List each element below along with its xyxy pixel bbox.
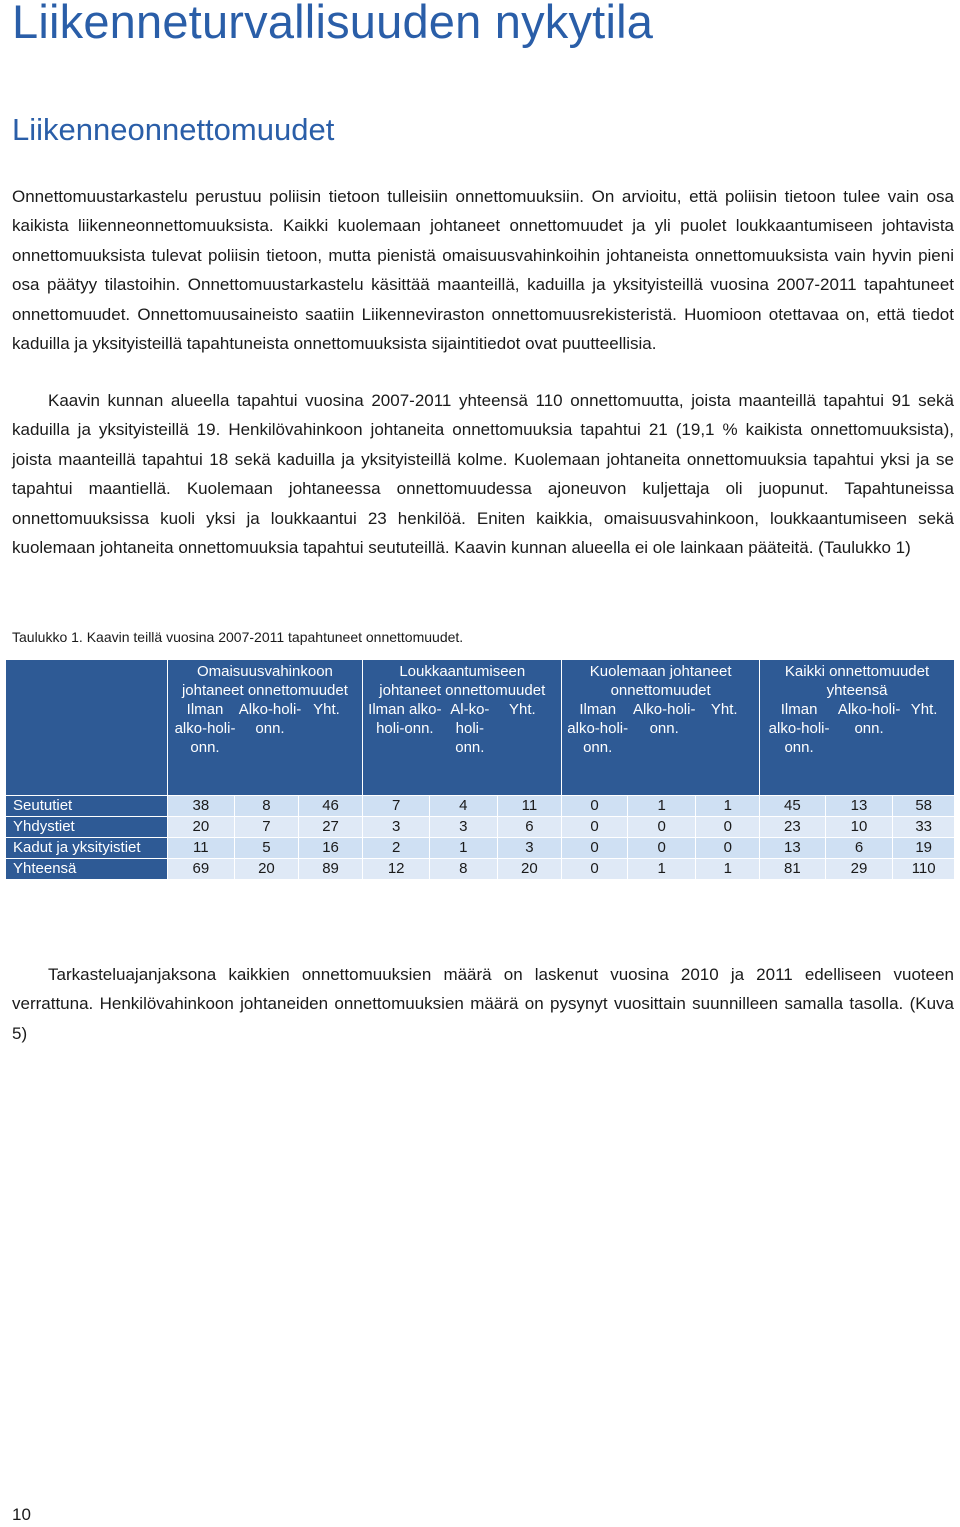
table-cell: 0	[562, 838, 628, 859]
column-header: Yht.	[509, 701, 536, 718]
table-cell: 0	[627, 817, 696, 838]
table-cell: 1	[627, 859, 696, 880]
table-cell: 81	[760, 859, 826, 880]
column-header: Yht.	[910, 701, 938, 718]
table-row	[6, 796, 955, 817]
table-cell: 10	[825, 817, 893, 838]
table-cell: 0	[627, 838, 696, 859]
group-header	[760, 660, 955, 796]
table-row	[6, 838, 955, 859]
table-cell: 2	[363, 838, 430, 859]
table-cell: 13	[760, 838, 826, 859]
column-header: Alko-holi-onn.	[632, 701, 696, 737]
group-title: Omaisuusvahinkoon johtaneet onnettomuudet	[181, 663, 348, 699]
table-cell: 1	[627, 796, 696, 817]
table-cell: 3	[363, 817, 430, 838]
intro-paragraph: Onnettomuustarkastelu perustuu poliisin tietoon tulleisiin onnettomuuksiin. On arvioitu, että poliisin tietoon tulee vain osa kaikista liikenneonnettomuuksista. Kaikki kuolemaan johtaneet onnettomuudet ja yli puolet loukkaantumiseen johtavista onnettomuuksista tulevat poliisin tietoon, mutta pienistä omaisuusvahinkoihin johtaneista onnettomuuksista vain hyvin pieni osa päätyy tilastoihin. Onnettomuustarkastelu käsittää maanteillä, kaduilla ja yksityisteillä vuosina 2007-2011 tapahtuneet onnettomuudet. Onnettomuusaineisto saatiin Liikenneviraston onnettomuusrekisteristä. Huomioon otettavaa on, että tiedot kaduilla ja yksityisteillä tapahtuneista onnettomuuksista sijaintitiedot ovat puutteellisia.	[12, 187, 954, 354]
column-header: Al-ko-holi-onn.	[450, 701, 490, 756]
table-cell: 23	[760, 817, 826, 838]
table-cell: 3	[497, 838, 562, 859]
table-cell: 58	[893, 796, 955, 817]
table-cell: 20	[167, 817, 235, 838]
group-header	[562, 660, 760, 796]
table-cell: 38	[167, 796, 235, 817]
row-label: Yhdystiet	[6, 817, 168, 838]
row-label: Yhteensä	[6, 859, 168, 880]
table-cell: 0	[696, 838, 760, 859]
summary-paragraph: Kaavin kunnan alueella tapahtui vuosina 2007-2011 yhteensä 110 onnettomuutta, joista maanteillä tapahtui 91 sekä kaduilla ja yksityisteillä 19. Henkilövahinkoon johtaneita onnettomuuksia tapahtui 21 (19,1 % kaikista onnettomuuksista), joista maanteillä tapahtui 18 sekä kaduilla ja yksityisteillä kolme. Kuolemaan johtaneita onnettomuuksia tapahtui yksi ja se tapahtui maantiellä. Kuolemaan johtaneessa onnettomuudessa ajoneuvon kuljettaja oli juopunut. Tapahtuneissa onnettomuuksissa kuoli yksi ja loukkaantui 23 henkilöä. Eniten kaikkia, omaisuusvahinkoon, loukkaantumiseen sekä kuolemaan johtaneita onnettomuuksia tapahtui seututeillä. Kaavin kunnan alueella ei ole lainkaan pääteitä. (Taulukko 1)	[12, 391, 954, 558]
table-cell: 8	[235, 796, 299, 817]
column-header: Ilman alko-holi-onn.	[567, 701, 629, 756]
trend-paragraph: Tarkasteluajanjaksona kaikkien onnettomuuksien määrä on laskenut vuosina 2010 ja 2011 edelliseen vuoteen verrattuna. Henkilövahinkoon johtaneiden onnettomuuksien määrä on pysynyt vuosittain suunnilleen samalla tasolla. (Kuva 5)	[12, 965, 954, 1043]
table-cell: 5	[235, 838, 299, 859]
table-cell: 6	[497, 817, 562, 838]
column-header: Yht.	[710, 701, 738, 718]
column-header: Alko-holi-onn.	[837, 701, 901, 737]
table-cell: 6	[825, 838, 893, 859]
table-cell: 11	[497, 796, 562, 817]
group-title: Kuolemaan johtaneet onnettomuudet	[589, 663, 732, 699]
column-header: Ilman alko-holi-onn.	[368, 701, 442, 737]
table-cell: 7	[363, 796, 430, 817]
table-row	[6, 817, 955, 838]
table-cell: 45	[760, 796, 826, 817]
table-cell: 1	[429, 838, 497, 859]
column-header: Ilman alko-holi-onn.	[768, 701, 830, 756]
page-number: 10	[12, 1505, 31, 1524]
table-cell: 4	[429, 796, 497, 817]
table-cell: 27	[298, 817, 363, 838]
table-cell: 7	[235, 817, 299, 838]
table-cell: 89	[298, 859, 363, 880]
group-header	[167, 660, 363, 796]
table-cell: 13	[825, 796, 893, 817]
table-cell: 20	[235, 859, 299, 880]
group-header	[363, 660, 562, 796]
table-cell: 20	[497, 859, 562, 880]
table-corner	[6, 660, 168, 796]
table-cell: 33	[893, 817, 955, 838]
table-cell: 0	[696, 817, 760, 838]
table-cell: 29	[825, 859, 893, 880]
table-cell: 0	[562, 817, 628, 838]
table-cell: 69	[167, 859, 235, 880]
page-title: Liikenneturvallisuuden nykytila	[12, 0, 654, 48]
group-title: Loukkaantumiseen johtaneet onnettomuudet	[379, 663, 546, 699]
table-cell: 3	[429, 817, 497, 838]
table-cell: 46	[298, 796, 363, 817]
table-cell: 0	[562, 796, 628, 817]
table-cell: 0	[562, 859, 628, 880]
table-cell: 12	[363, 859, 430, 880]
table-cell: 19	[893, 838, 955, 859]
column-header: Ilman alko-holi-onn.	[174, 701, 236, 756]
table-cell: 110	[893, 859, 955, 880]
row-label: Kadut ja yksityistiet	[6, 838, 168, 859]
table-cell: 1	[696, 859, 760, 880]
table-cell: 16	[298, 838, 363, 859]
table-cell: 1	[696, 796, 760, 817]
column-header: Yht.	[313, 701, 340, 718]
section-title: Liikenneonnettomuudet	[12, 112, 335, 147]
table-caption: Taulukko 1. Kaavin teillä vuosina 2007-2011 tapahtuneet onnettomuudet.	[12, 629, 464, 645]
column-header: Alko-holi-onn.	[238, 701, 302, 737]
table-cell: 11	[167, 838, 235, 859]
row-label: Seututiet	[6, 796, 168, 817]
accidents-table	[5, 659, 955, 880]
table-cell: 8	[429, 859, 497, 880]
table-row	[6, 859, 955, 880]
group-title: Kaikki onnettomuudet yhteensä	[784, 663, 930, 699]
